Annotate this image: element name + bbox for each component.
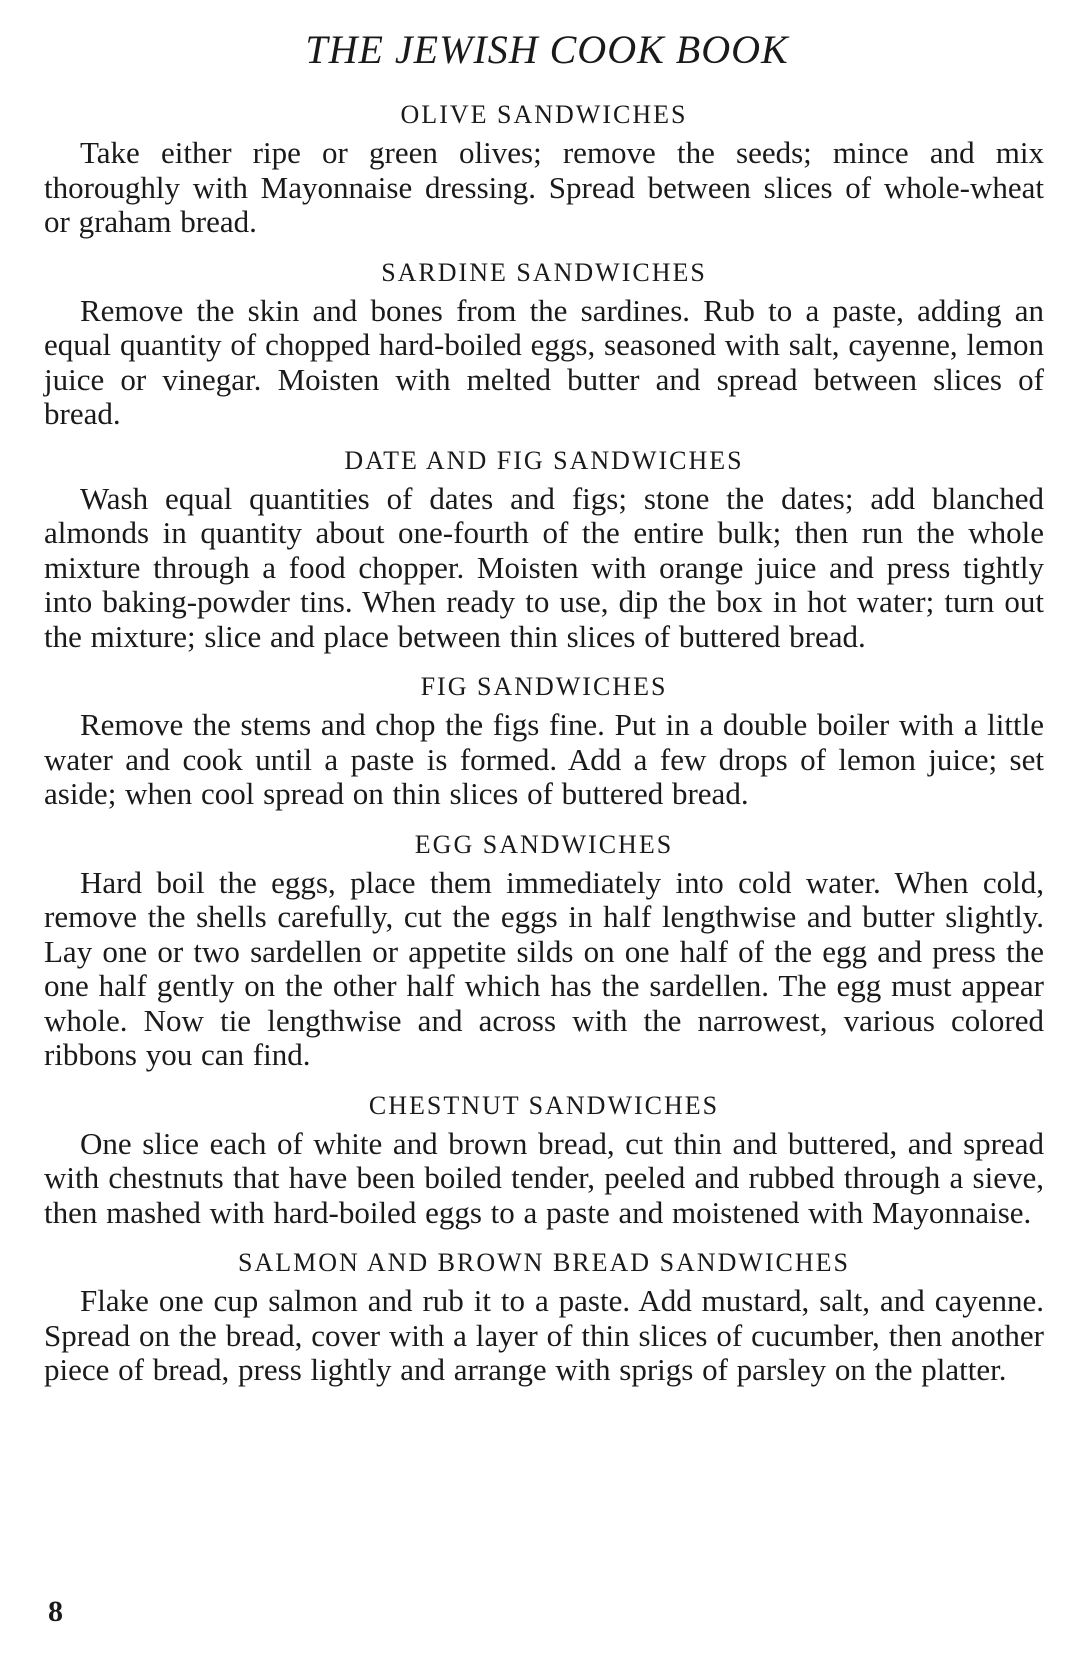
recipe-chestnut [44, 1091, 1044, 1231]
recipe-title: EGG SANDWICHES [414, 829, 674, 859]
recipe-sardine [44, 258, 1044, 432]
running-head: THE JEWISH COOK BOOK [305, 27, 789, 72]
recipe-body: Remove the stems and chop the figs fine. Put in a double boiler with a little water and cook until a paste is formed. Add a few drops of lemon juice; set aside; when cool spread on thin slices of buttered bread. [44, 707, 1044, 811]
recipe-title: CHESTNUT SANDWICHES [368, 1090, 720, 1120]
recipe-egg [44, 830, 1044, 1073]
recipe-olive [44, 100, 1044, 240]
recipe-body: One slice each of white and brown bread, cut thin and buttered, and spread with chestnuts that have been boiled tender, peeled and rubbed through a sieve, then mashed with hard-boiled eggs to a paste and moistened with Mayonnaise. [44, 1125, 1044, 1230]
recipe-title: SARDINE SANDWICHES [381, 257, 707, 287]
recipe-date-and-fig [44, 446, 1044, 655]
recipe-title: OLIVE SANDWICHES [400, 100, 688, 129]
recipe-title: FIG SANDWICHES [420, 672, 668, 701]
recipe-body: Flake one cup salmon and rub it to a paste. Add mustard, salt, and cayenne. Spread on the bread, cover with a layer of thin slices of cucumber, then another piece of bread, press lightly and arrange with sprigs of parsley on the platter. [44, 1283, 1044, 1387]
recipe-title: DATE AND FIG SANDWICHES [344, 445, 744, 475]
recipe-fig [44, 672, 1044, 812]
recipe-salmon-and-brown-bread [44, 1248, 1044, 1388]
recipe-body: Hard boil the eggs, place them immediately into cold water. When cold, remove the shells carefully, cut the eggs in half lengthwise and butter slightly. Lay one or two sardellen or appetite silds on one half of the egg and press the one half gently on the other half which has the sardellen. The egg must appear whole. Now tie lengthwise and across with the narrowest, various colored ribbons you can find. [44, 864, 1044, 1072]
recipe-body: Take either ripe or green olives; remove the seeds; mince and mix thoroughly with Mayonnaise dressing. Spread between slices of whole-wheat or graham bread. [44, 135, 1044, 239]
page-number: 8 [48, 1595, 63, 1628]
recipe-body: Wash equal quantities of dates and figs; stone the dates; add blanched almonds in quantity about one-fourth of the entire bulk; then run the whole mixture through a food chopper. Moisten with orange juice and press tightly into baking-powder tins. When ready to use, dip the box in hot water; turn out the mixture; slice and place between thin slices of buttered bread. [44, 480, 1044, 654]
book-page [44, 26, 1044, 1406]
recipe-body: Remove the skin and bones from the sardines. Rub to a paste, adding an equal quantity of chopped hard-boiled eggs, seasoned with salt, cayenne, lemon juice or vinegar. Moisten with melted butter and spread between slices of bread. [44, 292, 1044, 431]
recipe-title: SALMON AND BROWN BREAD SANDWICHES [237, 1248, 851, 1277]
